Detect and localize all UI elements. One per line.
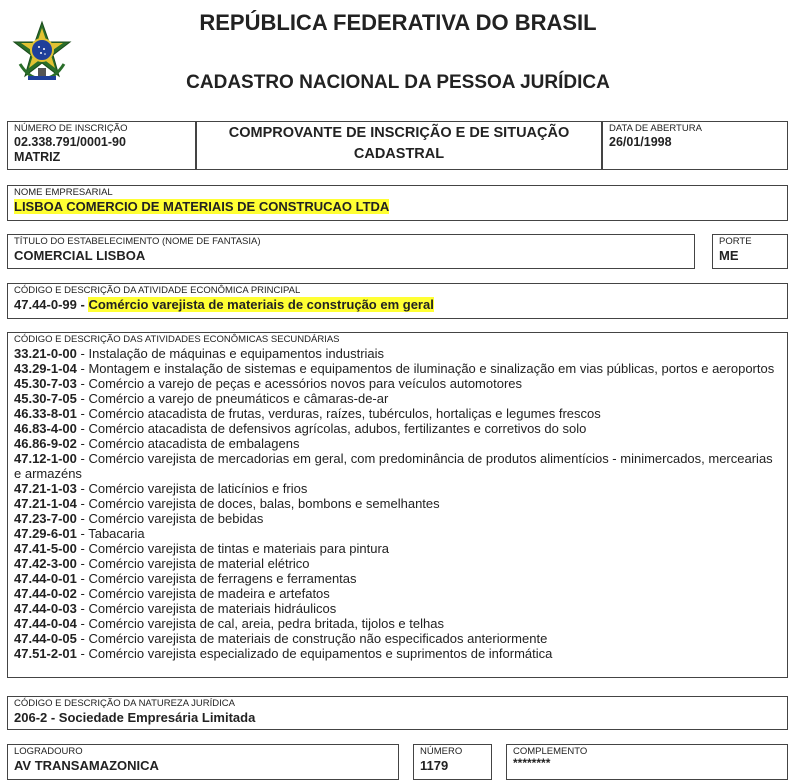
complemento-value: ********: [513, 756, 551, 770]
atividade-secundaria-code: 47.44-0-04: [14, 616, 77, 631]
atividade-secundaria-code: 45.30-7-05: [14, 391, 77, 406]
inscricao-box: [7, 121, 196, 170]
atividade-secundaria-desc: Comércio varejista de doces, balas, bombons e semelhantes: [88, 496, 440, 511]
atividade-principal-desc: Comércio varejista de materiais de construção em geral: [88, 297, 434, 312]
numero-value: 1179: [420, 758, 449, 773]
inscricao-type: MATRIZ: [14, 150, 61, 164]
atividade-secundaria-code: 47.44-0-03: [14, 601, 77, 616]
atividade-secundaria-desc: Comércio varejista de laticínios e frios: [88, 481, 308, 496]
atividade-secundaria-item: [14, 631, 783, 646]
atividade-secundaria-item: [14, 481, 783, 496]
atividade-secundaria-desc: Comércio varejista de cal, areia, pedra britada, tijolos e telhas: [88, 616, 444, 631]
logradouro-label: LOGRADOURO: [14, 746, 83, 757]
comprovante-line2: CADASTRAL: [353, 146, 445, 162]
inscricao-label: NÚMERO DE INSCRIÇÃO: [14, 123, 128, 134]
comprovante-box: [196, 121, 602, 170]
atividade-secundaria-item: [14, 571, 783, 586]
atividade-secundaria-code: 45.30-7-03: [14, 376, 77, 391]
atividade-secundaria-sep: -: [76, 616, 89, 631]
atividade-secundaria-desc: Comércio varejista de ferragens e ferramentas: [88, 571, 357, 586]
natureza-juridica-box: [7, 696, 788, 730]
atividade-secundaria-code: 47.21-1-04: [14, 496, 77, 511]
atividade-secundaria-code: 47.42-3-00: [14, 556, 77, 571]
comprovante-line1: COMPROVANTE DE INSCRIÇÃO E DE SITUAÇÃO: [228, 125, 570, 141]
atividade-secundaria-desc: Comércio varejista de bebidas: [88, 511, 264, 526]
atividade-secundaria-item: [14, 451, 783, 481]
atividade-secundaria-desc: Comércio varejista de mercadorias em geral, com predominância de produtos alimentícios - minimercados, mercearias e armazéns: [14, 451, 773, 481]
atividade-secundaria-desc: Tabacaria: [88, 526, 145, 541]
atividade-secundaria-item: [14, 346, 783, 361]
atividade-secundaria-item: [14, 556, 783, 571]
atividade-secundaria-item: [14, 616, 783, 631]
atividade-secundaria-item: [14, 586, 783, 601]
atividade-secundaria-desc: Comércio varejista especializado de equipamentos e suprimentos de informática: [88, 646, 553, 661]
numero-label: NÚMERO: [420, 746, 463, 757]
atividade-principal-code: 47.44-0-99: [14, 297, 77, 312]
atividade-secundaria-desc: Comércio a varejo de peças e acessórios novos para veículos automotores: [88, 376, 523, 391]
atividade-secundaria-item: [14, 526, 783, 541]
atividade-secundaria-sep: -: [76, 496, 89, 511]
atividade-secundaria-desc: Comércio varejista de madeira e artefatos: [88, 586, 330, 601]
atividade-secundaria-sep: -: [76, 511, 89, 526]
atividade-secundaria-item: [14, 436, 783, 451]
natureza-juridica-label: CÓDIGO E DESCRIÇÃO DA NATUREZA JURÍDICA: [14, 698, 235, 709]
atividade-secundaria-desc: Montagem e instalação de sistemas e equipamentos de iluminação e sinalização em vias públicas, portos e aeroportos: [88, 361, 775, 376]
atividade-secundaria-sep: -: [76, 481, 89, 496]
atividade-secundaria-sep: -: [76, 361, 89, 376]
atividade-secundaria-item: [14, 421, 783, 436]
atividade-principal-label: CÓDIGO E DESCRIÇÃO DA ATIVIDADE ECONÔMICA PRINCIPAL: [14, 285, 301, 296]
atividade-secundaria-code: 47.44-0-05: [14, 631, 77, 646]
atividade-secundaria-sep: -: [76, 406, 89, 421]
atividade-secundaria-sep: -: [76, 346, 89, 361]
atividade-secundaria-item: [14, 391, 783, 406]
atividade-secundaria-code: 47.12-1-00: [14, 451, 77, 466]
nome-empresarial-label: NOME EMPRESARIAL: [14, 187, 113, 198]
nome-empresarial-text: LISBOA COMERCIO DE MATERIAIS DE CONSTRUCAO LTDA: [14, 199, 390, 214]
atividade-secundaria-code: 47.23-7-00: [14, 511, 77, 526]
atividade-secundaria-code: 47.29-6-01: [14, 526, 77, 541]
natureza-juridica-value: 206-2 - Sociedade Empresária Limitada: [14, 710, 256, 725]
atividade-secundaria-sep: -: [76, 421, 89, 436]
abertura-date: 26/01/1998: [609, 135, 672, 149]
atividade-secundaria-desc: Comércio varejista de material elétrico: [88, 556, 310, 571]
atividade-secundaria-desc: Comércio varejista de tintas e materiais para pintura: [88, 541, 390, 556]
atividade-secundaria-sep: -: [76, 436, 89, 451]
atividade-secundaria-code: 47.41-5-00: [14, 541, 77, 556]
atividade-secundaria-sep: -: [76, 451, 89, 466]
atividade-secundaria-code: 46.86-9-02: [14, 436, 77, 451]
atividade-secundaria-sep: -: [76, 376, 89, 391]
inscricao-number: 02.338.791/0001-90: [14, 135, 126, 149]
atividades-secundarias-list: [14, 346, 783, 661]
logradouro-value: AV TRANSAMAZONICA: [14, 758, 159, 773]
atividade-secundaria-sep: -: [76, 571, 89, 586]
atividades-secundarias-box: [7, 332, 788, 678]
nome-empresarial-value: [14, 199, 389, 214]
porte-label: PORTE: [719, 236, 752, 247]
atividade-secundaria-item: [14, 511, 783, 526]
atividade-secundaria-item: [14, 496, 783, 511]
complemento-label: COMPLEMENTO: [513, 746, 588, 757]
atividade-secundaria-sep: -: [76, 541, 89, 556]
atividade-secundaria-item: [14, 406, 783, 421]
atividade-secundaria-desc: Instalação de máquinas e equipamentos industriais: [88, 346, 385, 361]
porte-value: ME: [719, 248, 739, 263]
atividade-secundaria-desc: Comércio atacadista de frutas, verduras, raízes, tubérculos, hortaliças e legumes frescos: [88, 406, 601, 421]
atividade-secundaria-item: [14, 376, 783, 391]
atividade-secundaria-code: 46.83-4-00: [14, 421, 77, 436]
atividade-secundaria-sep: -: [76, 601, 89, 616]
fantasia-label: TÍTULO DO ESTABELECIMENTO (NOME DE FANTASIA): [14, 236, 261, 247]
fantasia-value: COMERCIAL LISBOA: [14, 248, 146, 263]
atividade-secundaria-item: [14, 361, 783, 376]
atividade-secundaria-item: [14, 646, 783, 661]
atividade-secundaria-sep: -: [76, 586, 89, 601]
cadastro-title: CADASTRO NACIONAL DA PESSOA JURÍDICA: [186, 72, 610, 93]
atividade-secundaria-item: [14, 541, 783, 556]
fantasia-box: [7, 234, 695, 269]
atividade-principal-box: [7, 283, 788, 319]
republic-title: REPÚBLICA FEDERATIVA DO BRASIL: [199, 10, 597, 35]
atividade-secundaria-desc: Comércio atacadista de embalagens: [88, 436, 300, 451]
atividade-secundaria-code: 33.21-0-00: [14, 346, 77, 361]
atividade-secundaria-desc: Comércio atacadista de defensivos agrícolas, adubos, fertilizantes e corretivos do solo: [88, 421, 587, 436]
nome-empresarial-box: [7, 185, 788, 221]
porte-box: [712, 234, 788, 269]
atividade-secundaria-sep: -: [76, 631, 89, 646]
atividade-secundaria-sep: -: [76, 391, 89, 406]
atividade-secundaria-code: 46.33-8-01: [14, 406, 77, 421]
logradouro-box: [7, 744, 399, 780]
atividade-principal-sep: -: [76, 297, 89, 312]
atividade-secundaria-desc: Comércio varejista de materiais hidráulicos: [88, 601, 337, 616]
atividades-secundarias-label: CÓDIGO E DESCRIÇÃO DAS ATIVIDADES ECONÔMICAS SECUNDÁRIAS: [14, 334, 340, 345]
atividade-secundaria-desc: Comércio varejista de materiais de construção não especificados anteriormente: [88, 631, 548, 646]
abertura-box: [602, 121, 788, 170]
atividade-secundaria-sep: -: [76, 646, 89, 661]
complemento-box: [506, 744, 788, 780]
atividade-secundaria-code: 47.51-2-01: [14, 646, 77, 661]
numero-box: [413, 744, 492, 780]
atividade-secundaria-code: 47.44-0-02: [14, 586, 77, 601]
abertura-label: DATA DE ABERTURA: [609, 123, 702, 134]
atividade-secundaria-sep: -: [76, 556, 89, 571]
atividade-secundaria-code: 43.29-1-04: [14, 361, 77, 376]
atividade-secundaria-item: [14, 601, 783, 616]
atividade-secundaria-desc: Comércio a varejo de pneumáticos e câmaras-de-ar: [88, 391, 389, 406]
atividade-secundaria-code: 47.21-1-03: [14, 481, 77, 496]
atividade-principal-value: [14, 297, 434, 312]
atividade-secundaria-sep: -: [76, 526, 89, 541]
atividade-secundaria-code: 47.44-0-01: [14, 571, 77, 586]
